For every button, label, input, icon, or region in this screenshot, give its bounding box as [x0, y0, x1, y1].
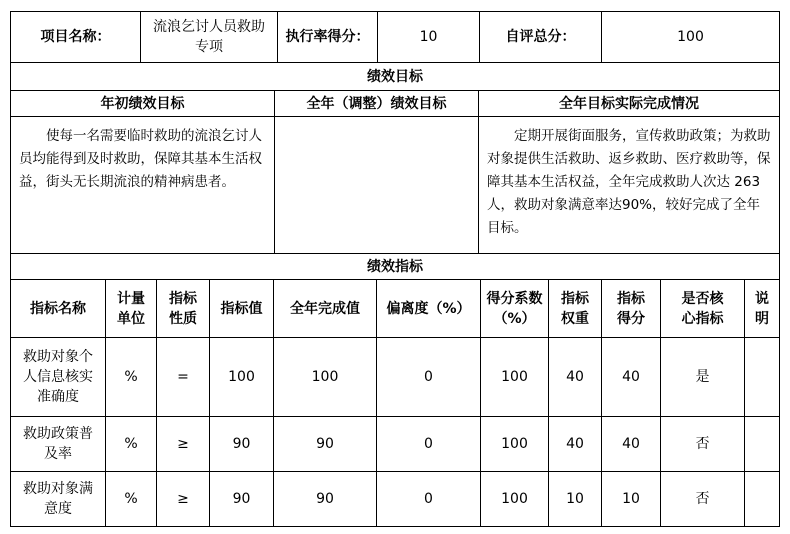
row2-core: 否: [661, 417, 745, 472]
row2-name: 救助政策普及率: [10, 417, 106, 472]
row1-nature: =: [157, 338, 210, 417]
row3-name: 救助对象满意度: [10, 472, 106, 527]
row2-nature: ≥: [157, 417, 210, 472]
execution-rate-value: 10: [378, 11, 480, 63]
actual-completion-text: [479, 117, 780, 254]
row2-target: 90: [210, 417, 274, 472]
hdr-score: 指标得分: [602, 280, 661, 338]
row1-core: 是: [661, 338, 745, 417]
hdr-note: 说明: [745, 280, 780, 338]
row3-unit: %: [106, 472, 157, 527]
self-eval-label: 自评总分：: [480, 11, 602, 63]
row2-coef: 100: [481, 417, 549, 472]
row2-note: [745, 417, 780, 472]
self-eval-value: 100: [602, 11, 780, 63]
project-name-value: 流浪乞讨人员救助专项: [141, 11, 278, 63]
hdr-target: 指标值: [210, 280, 274, 338]
row2-weight: 40: [549, 417, 602, 472]
row1-note: [745, 338, 780, 417]
hdr-weight: 指标权重: [549, 280, 602, 338]
row2-deviation: 0: [377, 417, 481, 472]
row1-name: 救助对象个人信息核实准确度: [10, 338, 106, 417]
row3-core: 否: [661, 472, 745, 527]
row1-target: 100: [210, 338, 274, 417]
initial-goal-paragraph: 使每一名需要临时救助的流浪乞讨人员均能得到及时救助，保障其基本生活权益，街头无长期流浪的精神病患者。: [19, 128, 262, 190]
row2-actual: 90: [274, 417, 377, 472]
indicators-section-title: 绩效指标: [10, 254, 780, 280]
adjusted-goal-text: [275, 117, 479, 254]
row3-target: 90: [210, 472, 274, 527]
row1-score: 40: [602, 338, 661, 417]
execution-rate-label: 执行率得分：: [278, 11, 378, 63]
hdr-nature: 指标性质: [157, 280, 210, 338]
row3-actual: 90: [274, 472, 377, 527]
row3-deviation: 0: [377, 472, 481, 527]
row1-unit: %: [106, 338, 157, 417]
row3-coef: 100: [481, 472, 549, 527]
row2-unit: %: [106, 417, 157, 472]
hdr-deviation: 偏离度（%）: [377, 280, 481, 338]
performance-evaluation-table: [10, 11, 780, 527]
hdr-name: 指标名称: [10, 280, 106, 338]
actual-completion-paragraph: 定期开展街面服务，宣传救助政策；为救助对象提供生活救助、返乡救助、医疗救助等，保障其基本生活权益，全年完成救助人次达 263 人，救助对象满意率达90%，较好完成了全年目标。: [487, 128, 771, 236]
hdr-unit: 计量单位: [106, 280, 157, 338]
row3-nature: ≥: [157, 472, 210, 527]
row1-actual: 100: [274, 338, 377, 417]
row1-coef: 100: [481, 338, 549, 417]
initial-goal-text: [10, 117, 275, 254]
row3-score: 10: [602, 472, 661, 527]
goals-section-title: 绩效目标: [10, 63, 780, 91]
row1-weight: 40: [549, 338, 602, 417]
row3-note: [745, 472, 780, 527]
hdr-actual: 全年完成值: [274, 280, 377, 338]
col-actual-completion: 全年目标实际完成情况: [479, 91, 780, 117]
row3-weight: 10: [549, 472, 602, 527]
hdr-core: 是否核心指标: [661, 280, 745, 338]
hdr-coef: 得分系数（%）: [481, 280, 549, 338]
row2-score: 40: [602, 417, 661, 472]
project-name-label: 项目名称：: [10, 11, 141, 63]
col-initial-goal: 年初绩效目标: [10, 91, 275, 117]
row1-deviation: 0: [377, 338, 481, 417]
col-adjusted-goal: 全年（调整）绩效目标: [275, 91, 479, 117]
